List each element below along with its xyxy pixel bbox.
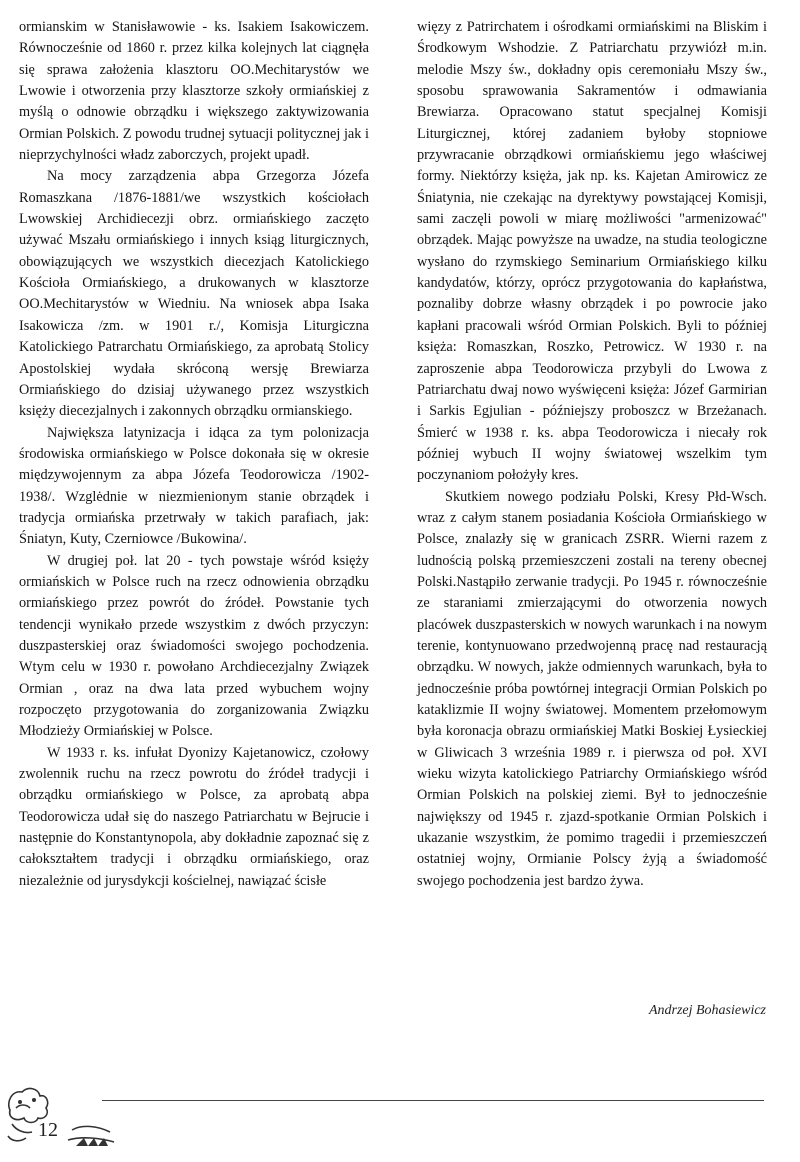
paragraph: Skutkiem nowego podziału Polski, Kresy Płd-Wsch. wraz z całym stanem posiadania Kościoła Ormiańskiego w Polsce, znalazły się w granicach ZSRR. Wierni razem z ludnością polską przemieszczeni zostali na tereny obecnej Polski.Nastąpiło zerwanie tradycji. Po 1945 r. równocześnie ze staraniami zmierzającymi do otworzenia nowych placówek duszpasterskich w nowych warunkach i na nowym terenie, kontynuowano przedwojenną pracę nad restauracją obrządku. W nowych, jakże odmiennych warunkach, była to jednocześnie próba powtórnej integracji Ormian Polskich po kataklizmie II wojny światowej. Momentem przełomowym była koronacja obrazu ormiańskiej Matki Boskiej Łysieckiej w Gliwicach 3 września 1989 r. i pierwsza od poł. XVI wieku wizyta katolickiego Patriarchy Ormiańskiego wśród Ormian Polskich na polskiej ziemi. Był to jednocześnie największy od 1945 r. zjazd-spotkanie Ormian Polskich i ukazanie wszystkim, że pomimo tragedii i przemieszczeń ostatniej wojny, Ormianie Polscy żyją a świadomość swojego pochodzenia jest bardzo żywa.	[417, 488, 767, 889]
lion-ornament-icon	[2, 1080, 122, 1160]
paragraph: Na mocy zarządzenia abpa Grzegorza Józefa Romaszkana /1876-1881/we wszystkich kościołach Lwowskiej Archidiecezji obrz. ormiańskiego zaczęto używać Mszału ormiańskiego i innych ksiąg liturgicznych, obowiązujących we wszystkich diecezjach Katolickiego Kościoła Ormiańskiego, a drukowanych w klasztorze OO.Mechitarystów w Wiedniu. Na wniosek abpa Isaka Isakowicza /zm. w 1901 r./, Komisja Liturgiczna Katolickiego Patrarchatu Ormiańskiego, za aprobatą Stolicy Apostolskiej wydała skróconą wersję Brewiarza Ormiańskiego do dzisiaj używanego przez wszystkich księży diecezjalnych i zakonnych obrządku ormianskiego.	[19, 168, 369, 420]
page-number: 12	[38, 1119, 58, 1141]
footer-rule	[102, 1100, 764, 1101]
paragraph: Największa latynizacja i idąca za tym polonizacja środowiska ormiańskiego w Polsce dokonała się w okresie międzywojennym za abpa Józefa Teodorowicza /1902-1938/. Wzglėdnie w niezmienionym stanie obrządek i tradycja ormiańska przetrwały w takich parafiach, jak: Śniatyn, Kuty, Czerniowce /Bukowina/.	[19, 424, 369, 548]
left-column	[19, 17, 369, 892]
right-column	[417, 17, 767, 892]
paragraph: W drugiej poł. lat 20 - tych powstaje wśród księży ormiańskich w Polsce ruch na rzecz odnowienia obrządku ormiańskiego przez powrót do źródeł. Powstanie tych tendencji wynikało przede wszystkim z dwóch przyczyn: duszpasterskiej oraz świadomości swojego pochodzenia. Wtym celu w 1930 r. powołano Archdiecezjalny Związek Ormian , oraz na dwa lata przed wybuchem wojny rozpoczęto przygotowania do zorganizowania Związku Młodzieży Ormiańskiej w Polsce.	[19, 552, 369, 740]
author-signature: Andrzej Bohasiewicz	[648, 1003, 766, 1018]
paragraph: W 1933 r. ks. infułat Dyonizy Kajetanowicz, czołowy zwolennik ruchu na rzecz powrotu do źródeł tradycji i obrządku ormiańskiego w Polsce, za aprobatą abpa Teodorowicza udał się do naszego Patriarchatu w Bejrucie i następnie do Konstantynopola, aby dokładnie zapoznać się z całokształtem tradycji i obrządku ormiańskiego, oraz niezależnie od jurysdykcji kościelnej, nawiązać ścisłe	[19, 744, 369, 889]
paragraph: ormianskim w Stanisławowie - ks. Isakiem Isakowiczem. Równocześnie od 1860 r. przez kilka kolejnych lat ciągnęła się sprawa założenia klasztoru OO.Mechitarystów we Lwowie i otworzenia przy klasztorze szkoły ormiańskiej z myślą o odnowie obrządku i większego zaktywizowania Ormian Polskich. Z powodu trudnej sytuacji politycznej jak i nieprzychylności władz zaborczych, projekt upadł.	[19, 19, 369, 164]
paragraph: więzy z Patrirchatem i ośrodkami ormiańskimi na Bliskim i Środkowym Wshodzie. Z Patriarchatu przywiózł m.in. melodie Mszy św., dokładny opis ceremoniału Mszy św., sposobu sprawowania Sakramentów i odmawiania Brewiarza. Opracowano statut specjalnej Komisji Liturgicznej, której zadaniem byłoby stopniowe przywracanie obrządkowi ormiańskiemu jego właściwej formy. Niektórzy księża, jak np. ks. Kajetan Amirowicz ze Śniatynia, nie czekając na dyrektywy powstającej Komisji, sami zaczęli powoli w miarę możliwości "armenizować" obrządek. Mając powyższe na uwadze, na studia teologiczne wysłano do rzymskiego Seminarium Ormiańskiego kilku kandydatów, którzy, oprócz przygotowania do kapłaństwa, poznaliby dobrze własny obrządek i po powrocie jako kapłani pracowali wśród Ormian Polskich. Byli to później księża: Romaszkan, Roszko, Petrowicz. W 1930 r. na zaproszenie abpa Teodorowicza przybyli do Lwowa z Patriarchatu dwaj nowo wyświęceni księża: Józef Garmirian i Sarkis Egjulian - późniejszy proboszcz w Brzeżanach. Śmierć w 1938 r. ks. abpa Teodorowicza i niecały rok później wybuch II wojny światowej wszelkim tym poczynaniom położyły kres.	[417, 19, 767, 484]
